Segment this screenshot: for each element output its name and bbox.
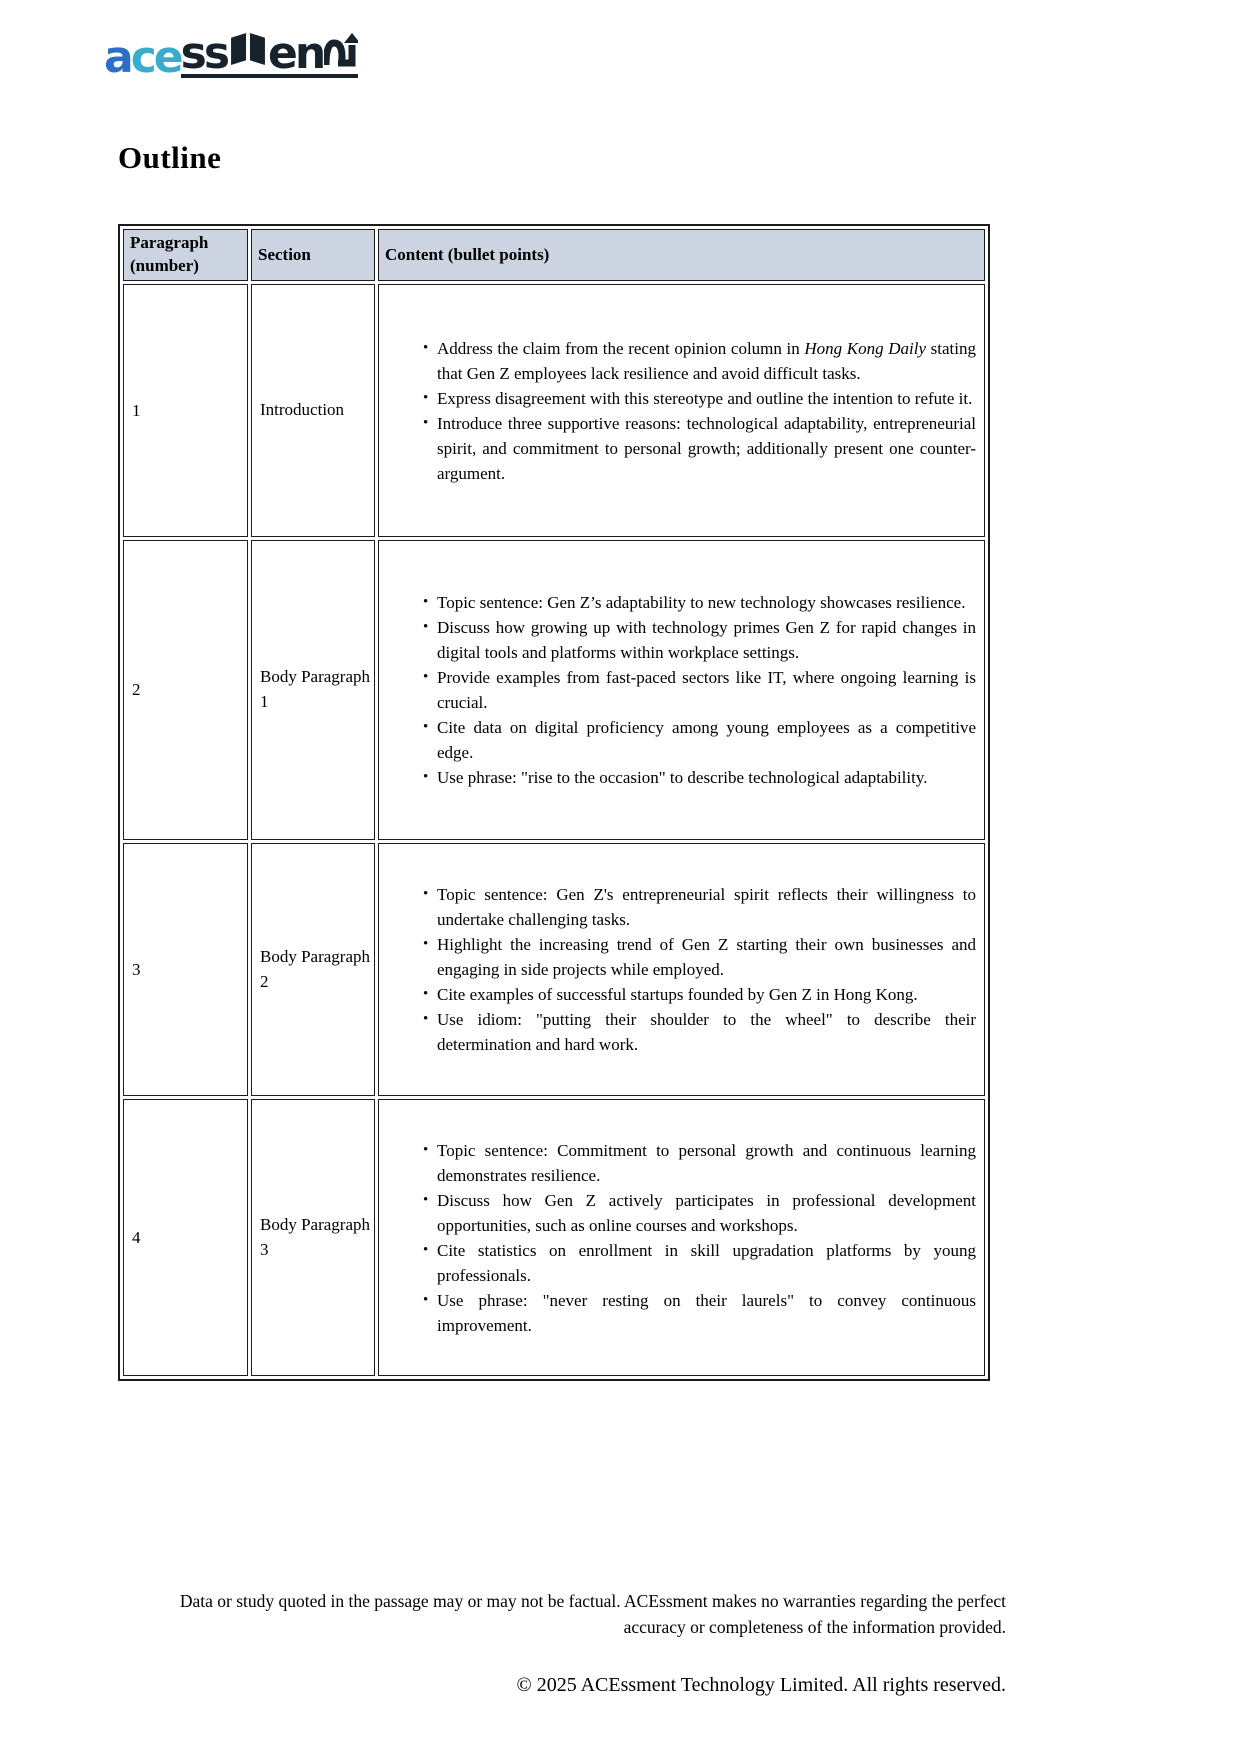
table-row: [123, 540, 985, 840]
section-cell: Introduction: [251, 284, 375, 537]
upward-arrow-icon: [324, 31, 358, 72]
logo-letters-ss: ss: [180, 28, 228, 79]
paragraph-number-cell: 4: [123, 1099, 248, 1376]
content-cell: [378, 540, 985, 840]
bullet-item: • Highlight the increasing trend of Gen Z starting their own businesses and engaging in side projects while employed.: [423, 932, 976, 982]
bullet-list: [423, 590, 976, 790]
table-header-row: [123, 229, 985, 281]
page-footer: [118, 1588, 1006, 1697]
bullet-item: • Introduce three supportive reasons: technological adaptability, entrepreneurial spirit, and commitment to personal growth; additionally present one counter-argument.: [423, 411, 976, 486]
bullet-item: • Provide examples from fast-paced sectors like IT, where ongoing learning is crucial.: [423, 665, 976, 715]
bullet-list: [423, 336, 976, 486]
bullet-list: [423, 882, 976, 1057]
bullet-item: • Express disagreement with this stereotype and outline the intention to refute it.: [423, 386, 976, 411]
bullet-item: • Discuss how growing up with technology primes Gen Z for rapid changes in digital tools and platforms within workplace settings.: [423, 615, 976, 665]
table-row: [123, 843, 985, 1096]
bullet-item: • Cite statistics on enrollment in skill upgradation platforms by young professionals.: [423, 1238, 976, 1288]
bullet-item: • Use phrase: "rise to the occasion" to describe technological adaptability.: [423, 765, 976, 790]
bullet-item: • Cite examples of successful startups founded by Gen Z in Hong Kong.: [423, 982, 976, 1007]
bullet-item: • Cite data on digital proficiency among young employees as a competitive edge.: [423, 715, 976, 765]
paragraph-number-cell: 2: [123, 540, 248, 840]
logo-letters-en: en: [268, 28, 324, 79]
acessment-logo: [104, 28, 1241, 83]
paragraph-number-cell: 3: [123, 843, 248, 1096]
disclaimer-text: Data or study quoted in the passage may or may not be factual. ACEssment makes no warranties regarding the perfect accuracy or completeness of the information provided.: [179, 1591, 1006, 1637]
header-section: Section: [251, 229, 375, 281]
copyright-text: © 2025 ACEssment Technology Limited. All rights reserved.: [516, 1674, 1006, 1696]
page-title: Outline: [118, 140, 222, 175]
bullet-item: • Topic sentence: Gen Z’s adaptability to new technology showcases resilience.: [423, 590, 976, 615]
outline-table: [118, 224, 990, 1381]
logo-underlined-group: [180, 28, 359, 79]
section-cell: Body Paragraph 1: [251, 540, 375, 840]
bullet-item: • Use phrase: "never resting on their laurels" to convey continuous improvement.: [423, 1288, 976, 1338]
bullet-item: • Address the claim from the recent opinion column in Hong Kong Daily stating that Gen Z employees lack resilience and avoid difficult tasks.: [423, 336, 976, 386]
content-cell: [378, 284, 985, 537]
open-book-icon: [229, 33, 267, 70]
header-content: Content (bullet points): [378, 229, 985, 281]
logo-letter-a: a: [104, 32, 131, 83]
section-cell: Body Paragraph 3: [251, 1099, 375, 1376]
bullet-item: • Use idiom: "putting their shoulder to the wheel" to describe their determination and hard work.: [423, 1007, 976, 1057]
table-row: [123, 1099, 985, 1376]
section-cell: Body Paragraph 2: [251, 843, 375, 1096]
header-paragraph-number: Paragraph (number): [123, 229, 248, 281]
logo-letters-ce: ce: [130, 32, 181, 83]
bullet-item: • Topic sentence: Commitment to personal growth and continuous learning demonstrates resilience.: [423, 1138, 976, 1188]
outline-table-body: [123, 284, 985, 1376]
content-cell: [378, 843, 985, 1096]
table-row: [123, 284, 985, 537]
paragraph-number-cell: 1: [123, 284, 248, 537]
bullet-list: [423, 1138, 976, 1338]
content-cell: [378, 1099, 985, 1376]
bullet-item: • Discuss how Gen Z actively participates in professional development opportunities, such as online courses and workshops.: [423, 1188, 976, 1238]
bullet-item: • Topic sentence: Gen Z's entrepreneurial spirit reflects their willingness to undertake challenging tasks.: [423, 882, 976, 932]
